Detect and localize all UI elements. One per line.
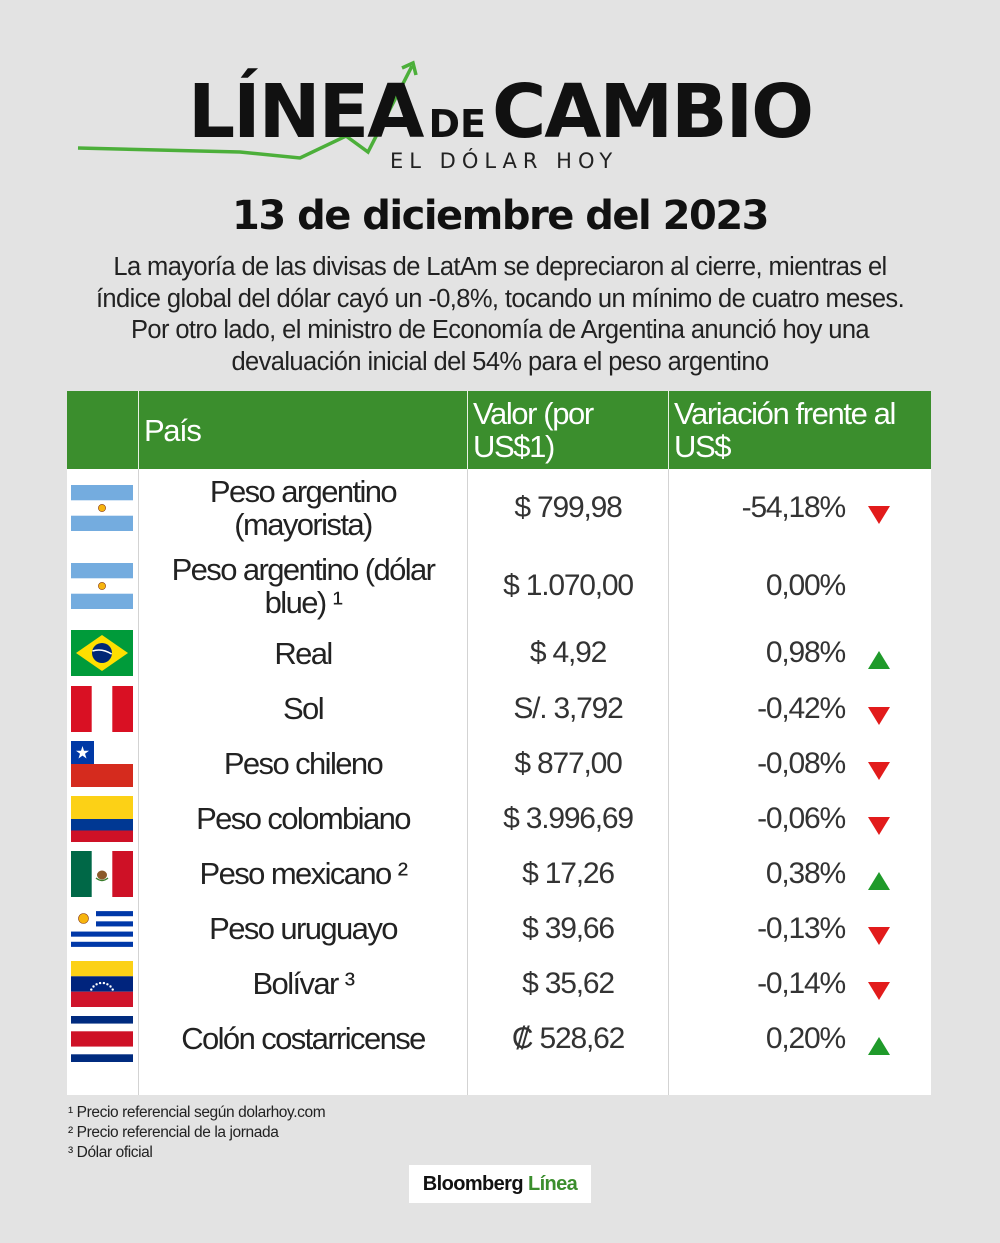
brand-part-bloomberg: Bloomberg	[422, 1172, 523, 1195]
currency-variation: 0,98%	[765, 636, 845, 669]
currency-name: Peso argentino (mayorista)	[209, 474, 397, 542]
argentina-flag	[71, 485, 133, 531]
currency-variation-cell	[669, 956, 931, 1011]
column-divider	[467, 391, 468, 469]
date-heading: 13 de diciembre del 2023	[232, 193, 768, 239]
down-arrow-icon	[867, 976, 891, 998]
footnotes	[68, 1103, 568, 1163]
peru-flag	[71, 686, 133, 732]
uruguay-flag	[71, 906, 133, 952]
intro-paragraph: La mayoría de las divisas de LatAm se depreciaron al cierre, mientras el índice global del dólar cayó un -0,8%, tocando un mínimo de cuatro meses. Por otro lado, el ministro de Economía de Argentina anunció hoy una devaluación inicial del 54% para el peso argentino	[95, 253, 905, 376]
currency-variation-cell	[669, 681, 931, 736]
currency-variation-cell	[669, 625, 931, 681]
currency-variation: -0,42%	[757, 691, 845, 725]
currency-name: Peso mexicano ²	[199, 856, 407, 891]
down-arrow-icon	[867, 811, 891, 833]
currency-name: Colón costarricense	[181, 1021, 425, 1056]
column-header-country: País	[144, 412, 201, 448]
footnote: ³ Dólar oficial	[68, 1144, 153, 1161]
logo-part-cambio: CAMBIO	[491, 69, 813, 155]
currency-name: Peso chileno	[223, 746, 383, 781]
logo-subtitle: EL DÓLAR HOY	[390, 149, 619, 173]
argentina-flag	[71, 563, 133, 609]
down-arrow-icon	[867, 701, 891, 723]
colombia-flag	[71, 796, 133, 842]
currency-variation-cell	[669, 547, 931, 625]
currency-variation-cell	[669, 469, 931, 547]
currency-variation: 0,00%	[765, 569, 845, 602]
currency-variation-cell	[669, 846, 931, 901]
column-header-value: Valor (por US$1)	[473, 396, 593, 464]
currency-value: $ 39,66	[522, 911, 614, 945]
currency-name: Real	[274, 635, 332, 671]
currency-variation: -0,08%	[757, 746, 845, 780]
currency-value: $ 17,26	[522, 856, 614, 890]
currency-value: $ 35,62	[522, 966, 614, 1000]
currency-variation: 0,38%	[765, 856, 845, 890]
down-arrow-icon	[867, 756, 891, 778]
column-divider	[138, 391, 139, 469]
currency-variation-cell	[669, 1011, 931, 1066]
down-arrow-icon	[867, 921, 891, 943]
table-row	[67, 469, 931, 547]
currency-variation: -0,13%	[757, 911, 845, 945]
chile-flag	[71, 741, 133, 787]
currency-variation: -54,18%	[741, 491, 845, 524]
currency-variation: -0,06%	[757, 801, 845, 835]
up-arrow-icon	[867, 866, 891, 888]
table-row	[67, 956, 931, 1011]
currency-value: $ 1.070,00	[503, 569, 633, 602]
table-row	[67, 681, 931, 736]
currency-table	[67, 391, 931, 1095]
table-row	[67, 547, 931, 625]
currency-value: S/. 3,792	[513, 691, 623, 725]
currency-value: $ 4,92	[529, 636, 607, 669]
currency-name: Peso argentino (dólar blue) ¹	[171, 552, 435, 620]
currency-name: Sol	[282, 691, 323, 726]
table-row	[67, 846, 931, 901]
logo-part-de: DE	[428, 102, 486, 146]
costa-rica-flag	[71, 1016, 133, 1062]
currency-variation-cell	[669, 736, 931, 791]
column-header-variation: Variación frente al US$	[674, 396, 895, 464]
down-arrow-icon	[867, 500, 891, 522]
currency-name: Peso uruguayo	[209, 911, 397, 946]
currency-value: $ 799,98	[514, 491, 622, 524]
table-row	[67, 901, 931, 956]
table-row	[67, 791, 931, 846]
brazil-flag	[71, 630, 133, 676]
currency-variation: 0,20%	[765, 1021, 845, 1055]
up-arrow-icon	[867, 1031, 891, 1053]
venezuela-flag	[71, 961, 133, 1007]
logo-part-linea: LÍNEA	[187, 69, 423, 155]
logo	[0, 58, 1000, 178]
currency-variation: -0,14%	[757, 966, 845, 1000]
currency-name: Peso colombiano	[196, 801, 410, 836]
currency-variation-cell	[669, 901, 931, 956]
table-row	[67, 1011, 931, 1066]
table-row	[67, 736, 931, 791]
up-arrow-icon	[867, 645, 891, 667]
bloomberg-linea-logo	[409, 1165, 591, 1203]
footnote: ² Precio referencial de la jornada	[68, 1124, 279, 1141]
table-header	[67, 391, 931, 469]
column-divider	[668, 391, 669, 469]
footnote: ¹ Precio referencial según dolarhoy.com	[68, 1104, 326, 1121]
currency-name: Bolívar ³	[252, 966, 354, 1001]
currency-value: $ 877,00	[514, 746, 622, 780]
currency-value: ₡ 528,62	[511, 1021, 625, 1055]
brand-part-linea: Línea	[527, 1172, 578, 1195]
mexico-flag	[71, 851, 133, 897]
currency-value: $ 3.996,69	[503, 801, 633, 835]
table-row	[67, 625, 931, 681]
currency-variation-cell	[669, 791, 931, 846]
